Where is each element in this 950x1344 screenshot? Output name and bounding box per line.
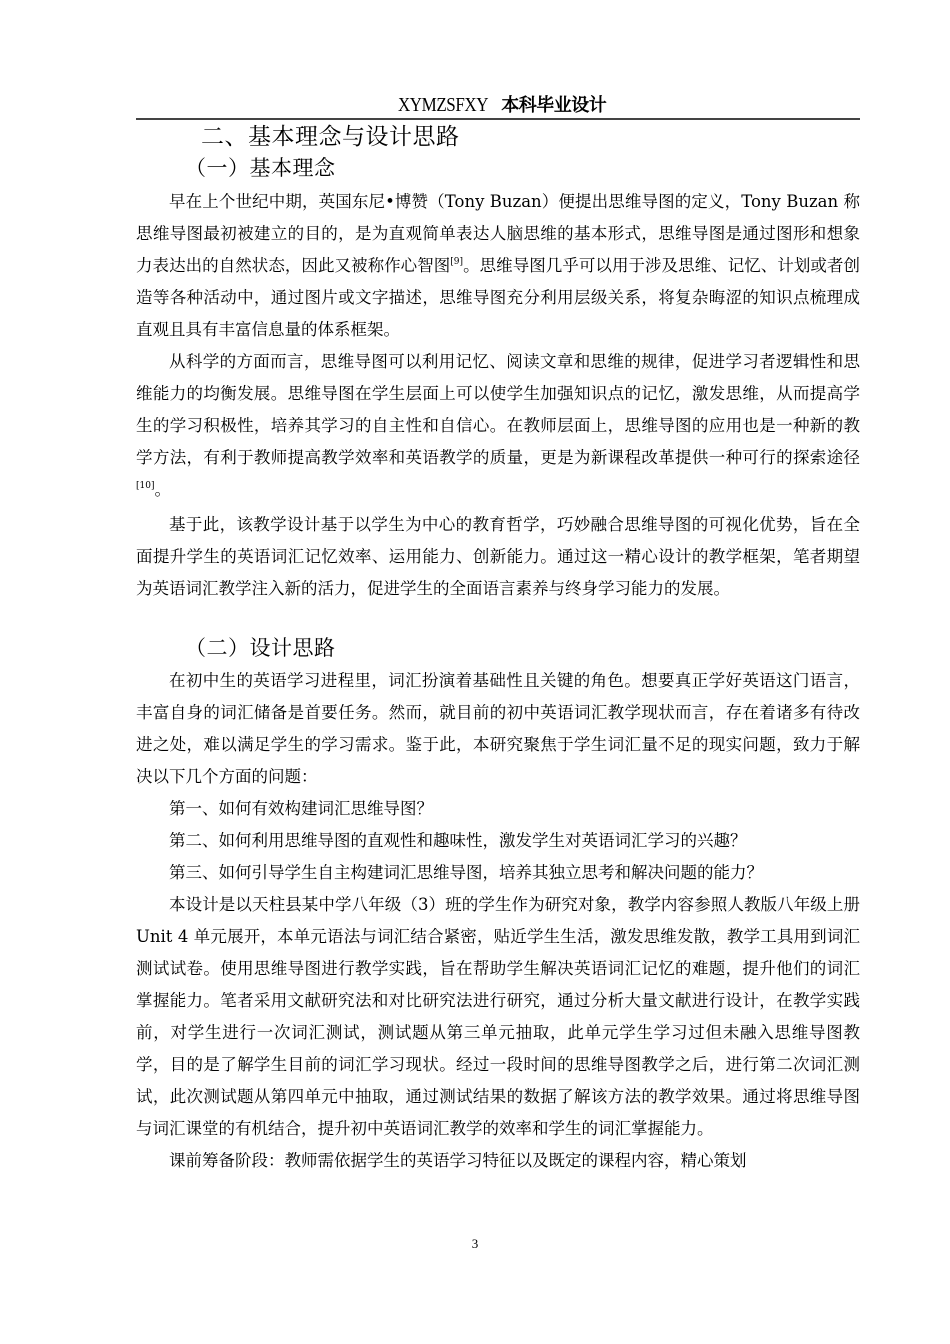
paragraph-text: 从科学的方面而言，思维导图可以利用记忆、阅读文章和思维的规律，促进学习者逻辑性和思维能力的均衡发展。思维导图在学生层面上可以使学生加强知识点的记忆，激发思维，从而提高学生的学习积极性，培养其学习的自主性和自信心。在教师层面上，思维导图的应用也是一种新的教学方法，有利于教师提高教学效率和英语教学的质量，更是为新课程改革提供一种可行的探索途径: [136, 352, 860, 467]
page-number: 3: [471, 1236, 479, 1251]
paragraph: [136, 346, 860, 506]
paragraph: 基于此，该教学设计基于以学生为中心的教育哲学，巧妙融合思维导图的可视化优势，旨在全面提升学生的英语词汇记忆效率、运用能力、创新能力。通过这一精心设计的教学框架，笔者期望为英语词汇教学注入新的活力，促进学生的全面语言素养与终身学习能力的发展。: [136, 515, 860, 598]
paragraph: 本设计是以天柱县某中学八年级（3）班的学生作为研究对象，教学内容参照人教版八年级上册 Unit 4 单元展开，本单元语法与词汇结合紧密，贴近学生生活，激发思维发散，教学工具用到词汇测试试卷。使用思维导图进行教学实践，旨在帮助学生解决英语词汇记忆的难题，提升他们的词汇掌握能力。笔者采用文献研究法和对比研究法进行研究，通过分析大量文献进行设计，在教学实践前，对学生进行一次词汇测试，测试题从第三单元抽取，此单元学生学习过但未融入思维导图教学，目的是了解学生目前的词汇学习现状。经过一段时间的思维导图教学之后，进行第二次词汇测试，此次测试题从第四单元中抽取，通过测试结果的数据了解该方法的教学效果。通过将思维导图与词汇课堂的有机结合，提升初中英语词汇教学的效率和学生的词汇掌握能力。: [136, 895, 860, 1138]
subsection-body-design-idea: [136, 665, 860, 1177]
paragraph-text: 早在上个世纪中期，英国东尼•博赞（Tony Buzan）便提出思维导图的定义，Tony Buzan 称思维导图最初被建立的目的，是为直观简单表达人脑思维的基本形式，思维导图是通过图形和想象力表达出的自然状态，因此又被称作心智图: [136, 192, 860, 275]
paragraph-text: 。思维导图几乎可以用于涉及思维、记忆、计划或者创造等各种活动中，通过图片或文字描述，思维导图充分利用层级关系，将复杂晦涩的知识点梳理成直观且具有丰富信息量的体系框架。: [136, 256, 861, 339]
header-latin-code: XYMZSFXY: [397, 94, 488, 116]
section-title: 二、基本理念与设计思路: [201, 124, 460, 150]
citation-ref: [10]: [136, 481, 155, 491]
citation-ref: [9]: [450, 257, 464, 267]
header-rule: [136, 118, 860, 120]
question-item-2: 第二、如何利用思维导图的直观性和趣味性，激发学生对英语词汇学习的兴趣？: [169, 831, 747, 850]
question-item-1: 第一、如何有效构建词汇思维导图？: [169, 799, 433, 818]
paragraph-text: 。: [154, 480, 171, 499]
subsection-title-design-idea: （二）设计思路: [185, 636, 336, 660]
header-title: 本科毕业设计: [501, 95, 607, 116]
paragraph: 在初中生的英语学习进程里，词汇扮演着基础性且关键的角色。想要真正学好英语这门语言，丰富自身的词汇储备是首要任务。然而，就目前的初中英语词汇教学现状而言，存在着诸多有待改进之处，难以满足学生的学习需求。鉴于此，本研究聚焦于学生词汇量不足的现实问题，致力于解决以下几个方面的问题：: [136, 671, 860, 786]
running-header: [136, 92, 860, 119]
paragraph: 课前筹备阶段：教师需依据学生的英语学习特征以及既定的课程内容，精心策划: [169, 1151, 747, 1170]
subsection-body-basic-concept: [136, 186, 860, 605]
paragraph: [136, 186, 860, 346]
subsection-title-basic-concept: （一）基本理念: [185, 156, 336, 180]
question-item-3: 第三、如何引导学生自主构建词汇思维导图，培养其独立思考和解决问题的能力？: [169, 863, 763, 882]
